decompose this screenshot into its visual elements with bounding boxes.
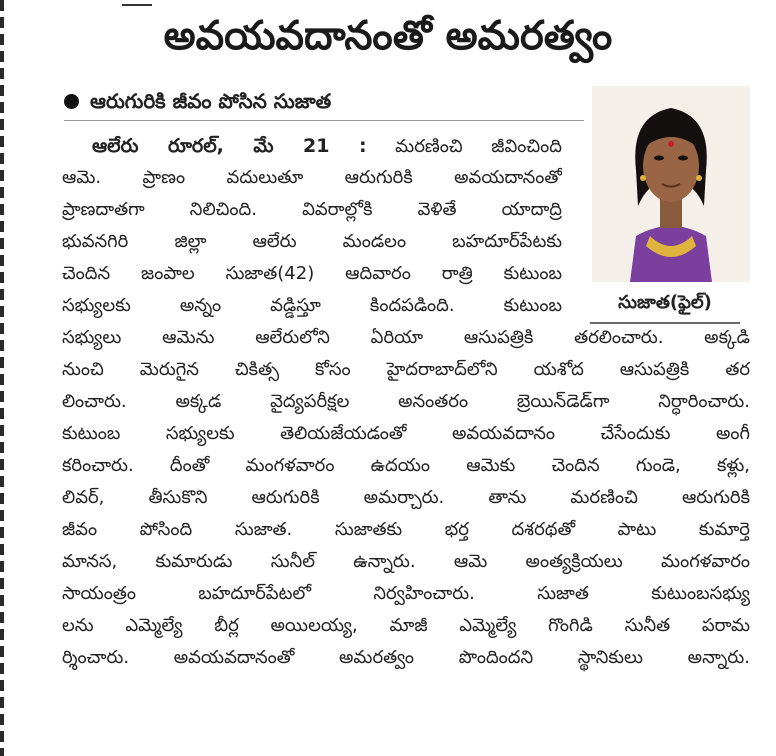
article-body-line: కరించారు. దీంతో మంగళవారం ఉదయం ఆమెకు చెందిన గుండె, కళ్లు, — [62, 455, 750, 476]
article-body-line: మరణించి జీవించింది — [395, 136, 562, 157]
article-subheadline: ఆరుగురికి జీవం పోసిన సుజాత — [90, 89, 332, 113]
article-body-line: కుటుంబ సభ్యులకు తెలియజేయడంతో అవయవదానం చేసేందుకు అంగీ — [62, 423, 750, 444]
portrait-photo — [592, 86, 750, 282]
article-body-line: లించారు. అక్కడ వైద్యపరీక్షల అనంతరం బ్రెయిన్‌డెడ్‌గా నిర్ధారించారు. — [62, 391, 750, 412]
article-body-line: లివర్‌, తీసుకొని ఆరుగురికి అమర్చారు. తాను మరణించి ఆరుగురికి — [62, 487, 750, 508]
article-body-line: ర్శించారు. అవయవదానంతో అమరత్వం పొందిందని స్థానికులు అన్నారు. — [62, 647, 750, 668]
article-body-line: సభ్యులు ఆమెను ఆలేరులోని ఏరియా ఆసుపత్రికి తరలించారు. అక్కడి — [62, 327, 750, 348]
article-body-line: మానస, కుమారుడు సునీల్‌ ఉన్నారు. ఆమె అంత్యక్రియలు మంగళవారం — [62, 551, 750, 572]
article-body-line: భువనగిరి జిల్లా ఆలేరు మండలం బహదూర్‌పేటకు — [62, 231, 562, 252]
article-body-line: ప్రాణదాతగా నిలిచింది. వివరాల్లోకి వెళితే యాదాద్రి — [62, 199, 562, 220]
article-body-line: సభ్యులకు అన్నం వడ్డిస్తూ కిందపడింది. కుటుంబ — [62, 295, 562, 316]
article-dateline: ఆలేరు రూరల్‌, మే 21 : — [92, 135, 367, 157]
photo-caption: సుజాత(ఫైల్‌) — [590, 286, 740, 324]
bullet-icon — [64, 94, 79, 109]
article-headline: అవయవదానంతో అమరత్వం — [163, 13, 613, 59]
portrait-illustration — [592, 86, 750, 282]
page-left-border — [0, 0, 4, 756]
article-body-line: నుంచి మెరుగైన చికిత్స కోసం హైదరాబాద్‌లోని యశోద ఆసుపత్రికి తర — [62, 359, 750, 380]
article-first-line — [62, 130, 562, 162]
article-body-line: జీవం పోసింది సుజాత. సుజాతకు భర్త దశరథతో పాటు కుమార్తె — [62, 519, 750, 540]
article-body-line: ఆమె. ప్రాణం వదులుతూ ఆరుగురికి అవయదానంతో — [62, 167, 562, 188]
article-body-line: చెందిన జంపాల సుజాత(42) ఆదివారం రాత్రి కుటుంబ — [62, 263, 562, 284]
subheadline-block — [64, 86, 584, 121]
article-body-line: లను ఎమ్మెల్యే బీర్ల అయిలయ్య, మాజీ ఎమ్మెల్యే గొంగిడి సునీత పరామ — [62, 615, 750, 636]
article-body-line: సాయంత్రం బహదూర్‌పేటలో నిర్వహించారు. సుజాత కుటుంబసభ్యు — [62, 583, 750, 604]
cropped-previous-article-fragment — [122, 0, 152, 6]
